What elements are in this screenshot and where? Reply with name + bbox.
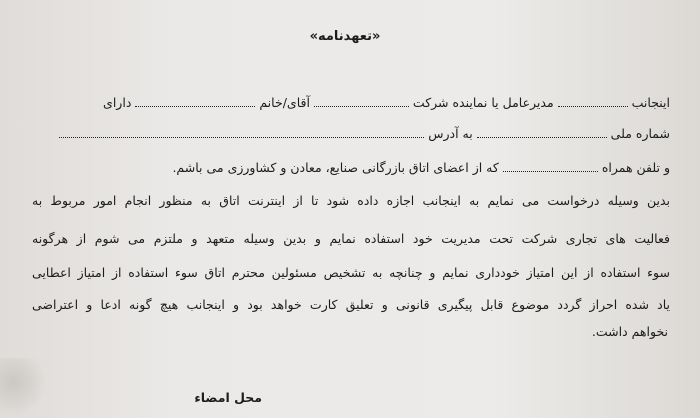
document-title: «تعهدنامه» bbox=[309, 29, 381, 44]
paper-shadow bbox=[0, 358, 45, 418]
body-line-5: نخواهم داشت. bbox=[591, 324, 668, 339]
person-label: آقای/خانم bbox=[259, 95, 310, 110]
signature-label: محل امضاء bbox=[194, 390, 262, 405]
field-line-2 bbox=[59, 126, 670, 141]
name-blank bbox=[135, 96, 255, 107]
company-blank bbox=[558, 96, 628, 107]
field-line-3 bbox=[172, 160, 670, 175]
phone-label: و تلفن همراه bbox=[601, 160, 670, 175]
body-line-2: فعالیت های تجاری شرکت تحت مدیریت خود استفاده نمایم و بدین وسیله متعهد و ملتزم می شوم از هرگونه bbox=[32, 231, 670, 246]
phone-blank bbox=[503, 161, 598, 172]
company-name-blank bbox=[314, 96, 409, 107]
manager-label: مدیرعامل یا نماینده شرکت bbox=[412, 95, 554, 110]
national-id-blank bbox=[477, 127, 607, 138]
national-id-label: شماره ملی bbox=[610, 126, 670, 141]
address-blank bbox=[59, 127, 424, 138]
field-line-1 bbox=[103, 95, 670, 110]
address-label: به آدرس bbox=[428, 126, 473, 141]
body-line-4: یاد شده احراز گردد موضوع قابل پیگیری قانونی و تعلیق کارت خواهد بود و اینجانب هیچ گونه ادعا و اعتراضی bbox=[32, 297, 670, 312]
holder-label: دارای bbox=[103, 95, 132, 110]
prefix-label: اینجانب bbox=[631, 95, 670, 110]
membership-text: که از اعضای اتاق بازرگانی صنایع، معادن و کشاورزی می باشم. bbox=[172, 160, 499, 175]
body-line-3: سوء استفاده از این امتیاز خودداری نمایم و چنانچه به تشخیص مسئولین محترم اتاق سوء استفاده از امتیاز اعطایی bbox=[32, 265, 670, 280]
body-line-1: بدین وسیله درخواست می نمایم به اینجانب اجازه داده شود تا از اینترنت اتاق به منظور انجام امور مربوط به bbox=[32, 193, 670, 208]
